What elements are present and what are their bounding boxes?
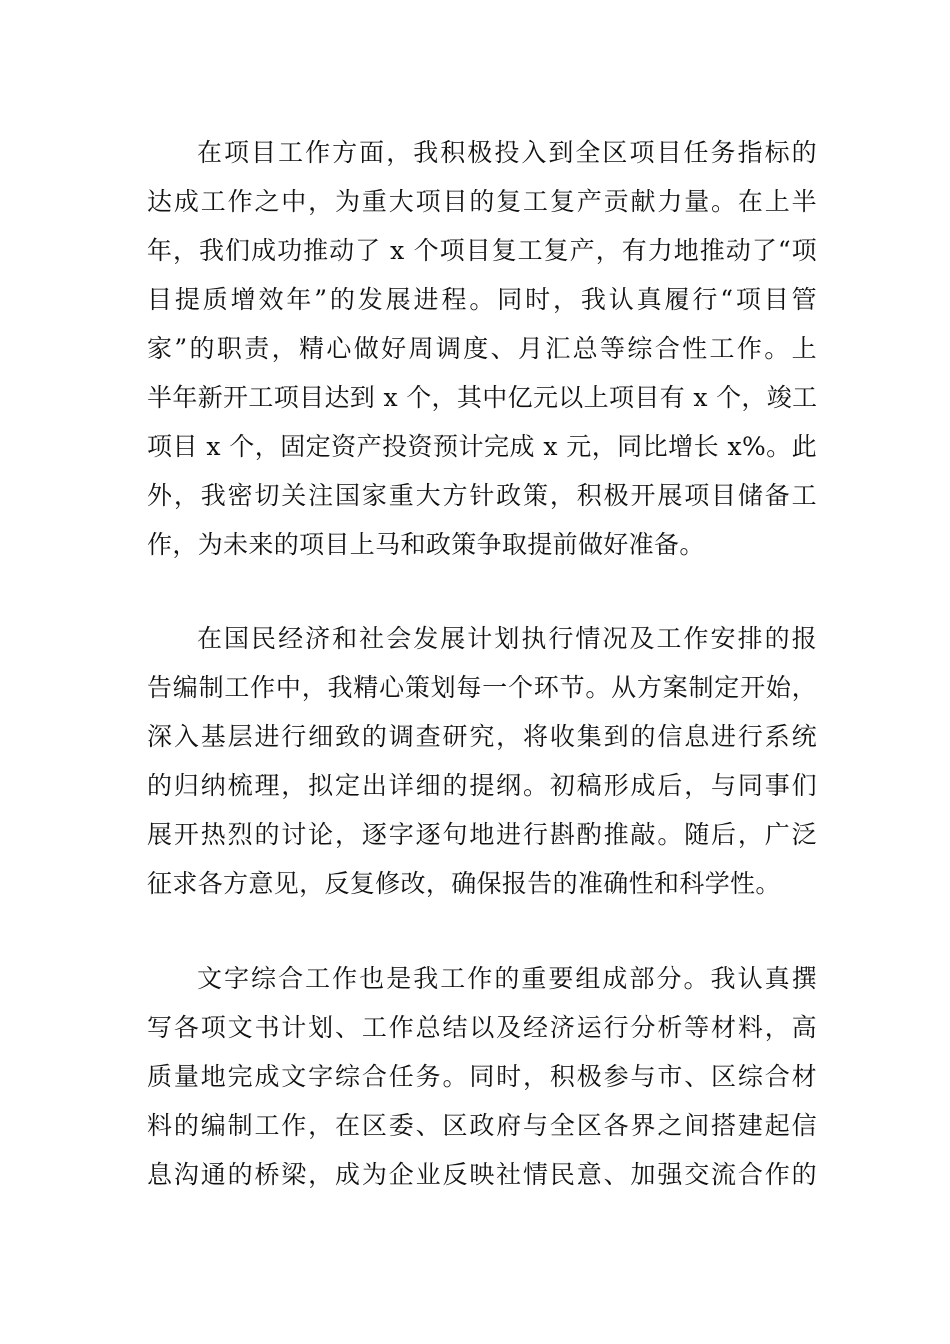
paragraph-line: 深入基层进行细致的调查研究，将收集到的信息进行系统 bbox=[147, 722, 817, 751]
paragraph-line: 的归纳梳理，拟定出详细的提纲。初稿形成后，与同事们 bbox=[147, 771, 817, 800]
paragraph-line: 文字综合工作也是我工作的重要组成部分。我认真撰 bbox=[197, 964, 817, 993]
paragraph-line: 目提质增效年”的发展进程。同时，我认真履行“项目管 bbox=[147, 285, 817, 314]
paragraph-line: 征求各方意见，反复修改，确保报告的准确性和科学性。 bbox=[147, 869, 781, 898]
paragraph-project-work bbox=[147, 128, 817, 569]
paragraph-line: 外，我密切关注国家重大方针政策，积极开展项目储备工 bbox=[147, 481, 817, 510]
paragraph-line: 家”的职责，精心做好周调度、月汇总等综合性工作。上 bbox=[147, 334, 817, 363]
paragraph-line: 料的编制工作，在区委、区政府与全区各界之间搭建起信 bbox=[147, 1111, 817, 1140]
paragraph-line: 作，为未来的项目上马和政策争取提前做好准备。 bbox=[147, 530, 705, 559]
paragraph-line: 项目 x 个，固定资产投资预计完成 x 元，同比增长 x%。此 bbox=[147, 432, 817, 461]
paragraph-line: 在项目工作方面，我积极投入到全区项目任务指标的 bbox=[197, 138, 817, 167]
paragraph-line: 告编制工作中，我精心策划每一个环节。从方案制定开始， bbox=[147, 673, 817, 702]
paragraph-line: 年，我们成功推动了 x 个项目复工复产，有力地推动了“项 bbox=[147, 236, 817, 265]
paragraph-report-compilation bbox=[147, 614, 817, 908]
paragraph-line: 达成工作之中，为重大项目的复工复产贡献力量。在上半 bbox=[147, 187, 817, 216]
paragraph-line: 质量地完成文字综合任务。同时，积极参与市、区综合材 bbox=[147, 1062, 817, 1091]
paragraph-line: 息沟通的桥梁，成为企业反映社情民意、加强交流合作的 bbox=[147, 1160, 817, 1189]
paragraph-line: 在国民经济和社会发展计划执行情况及工作安排的报 bbox=[197, 624, 817, 653]
paragraph-line: 写各项文书计划、工作总结以及经济运行分析等材料，高 bbox=[147, 1013, 817, 1042]
paragraph-line: 展开热烈的讨论，逐字逐句地进行斟酌推敲。随后，广泛 bbox=[147, 820, 817, 849]
paragraph-line: 半年新开工项目达到 x 个，其中亿元以上项目有 x 个，竣工 bbox=[147, 383, 818, 412]
paragraph-writing-work bbox=[147, 954, 817, 1199]
